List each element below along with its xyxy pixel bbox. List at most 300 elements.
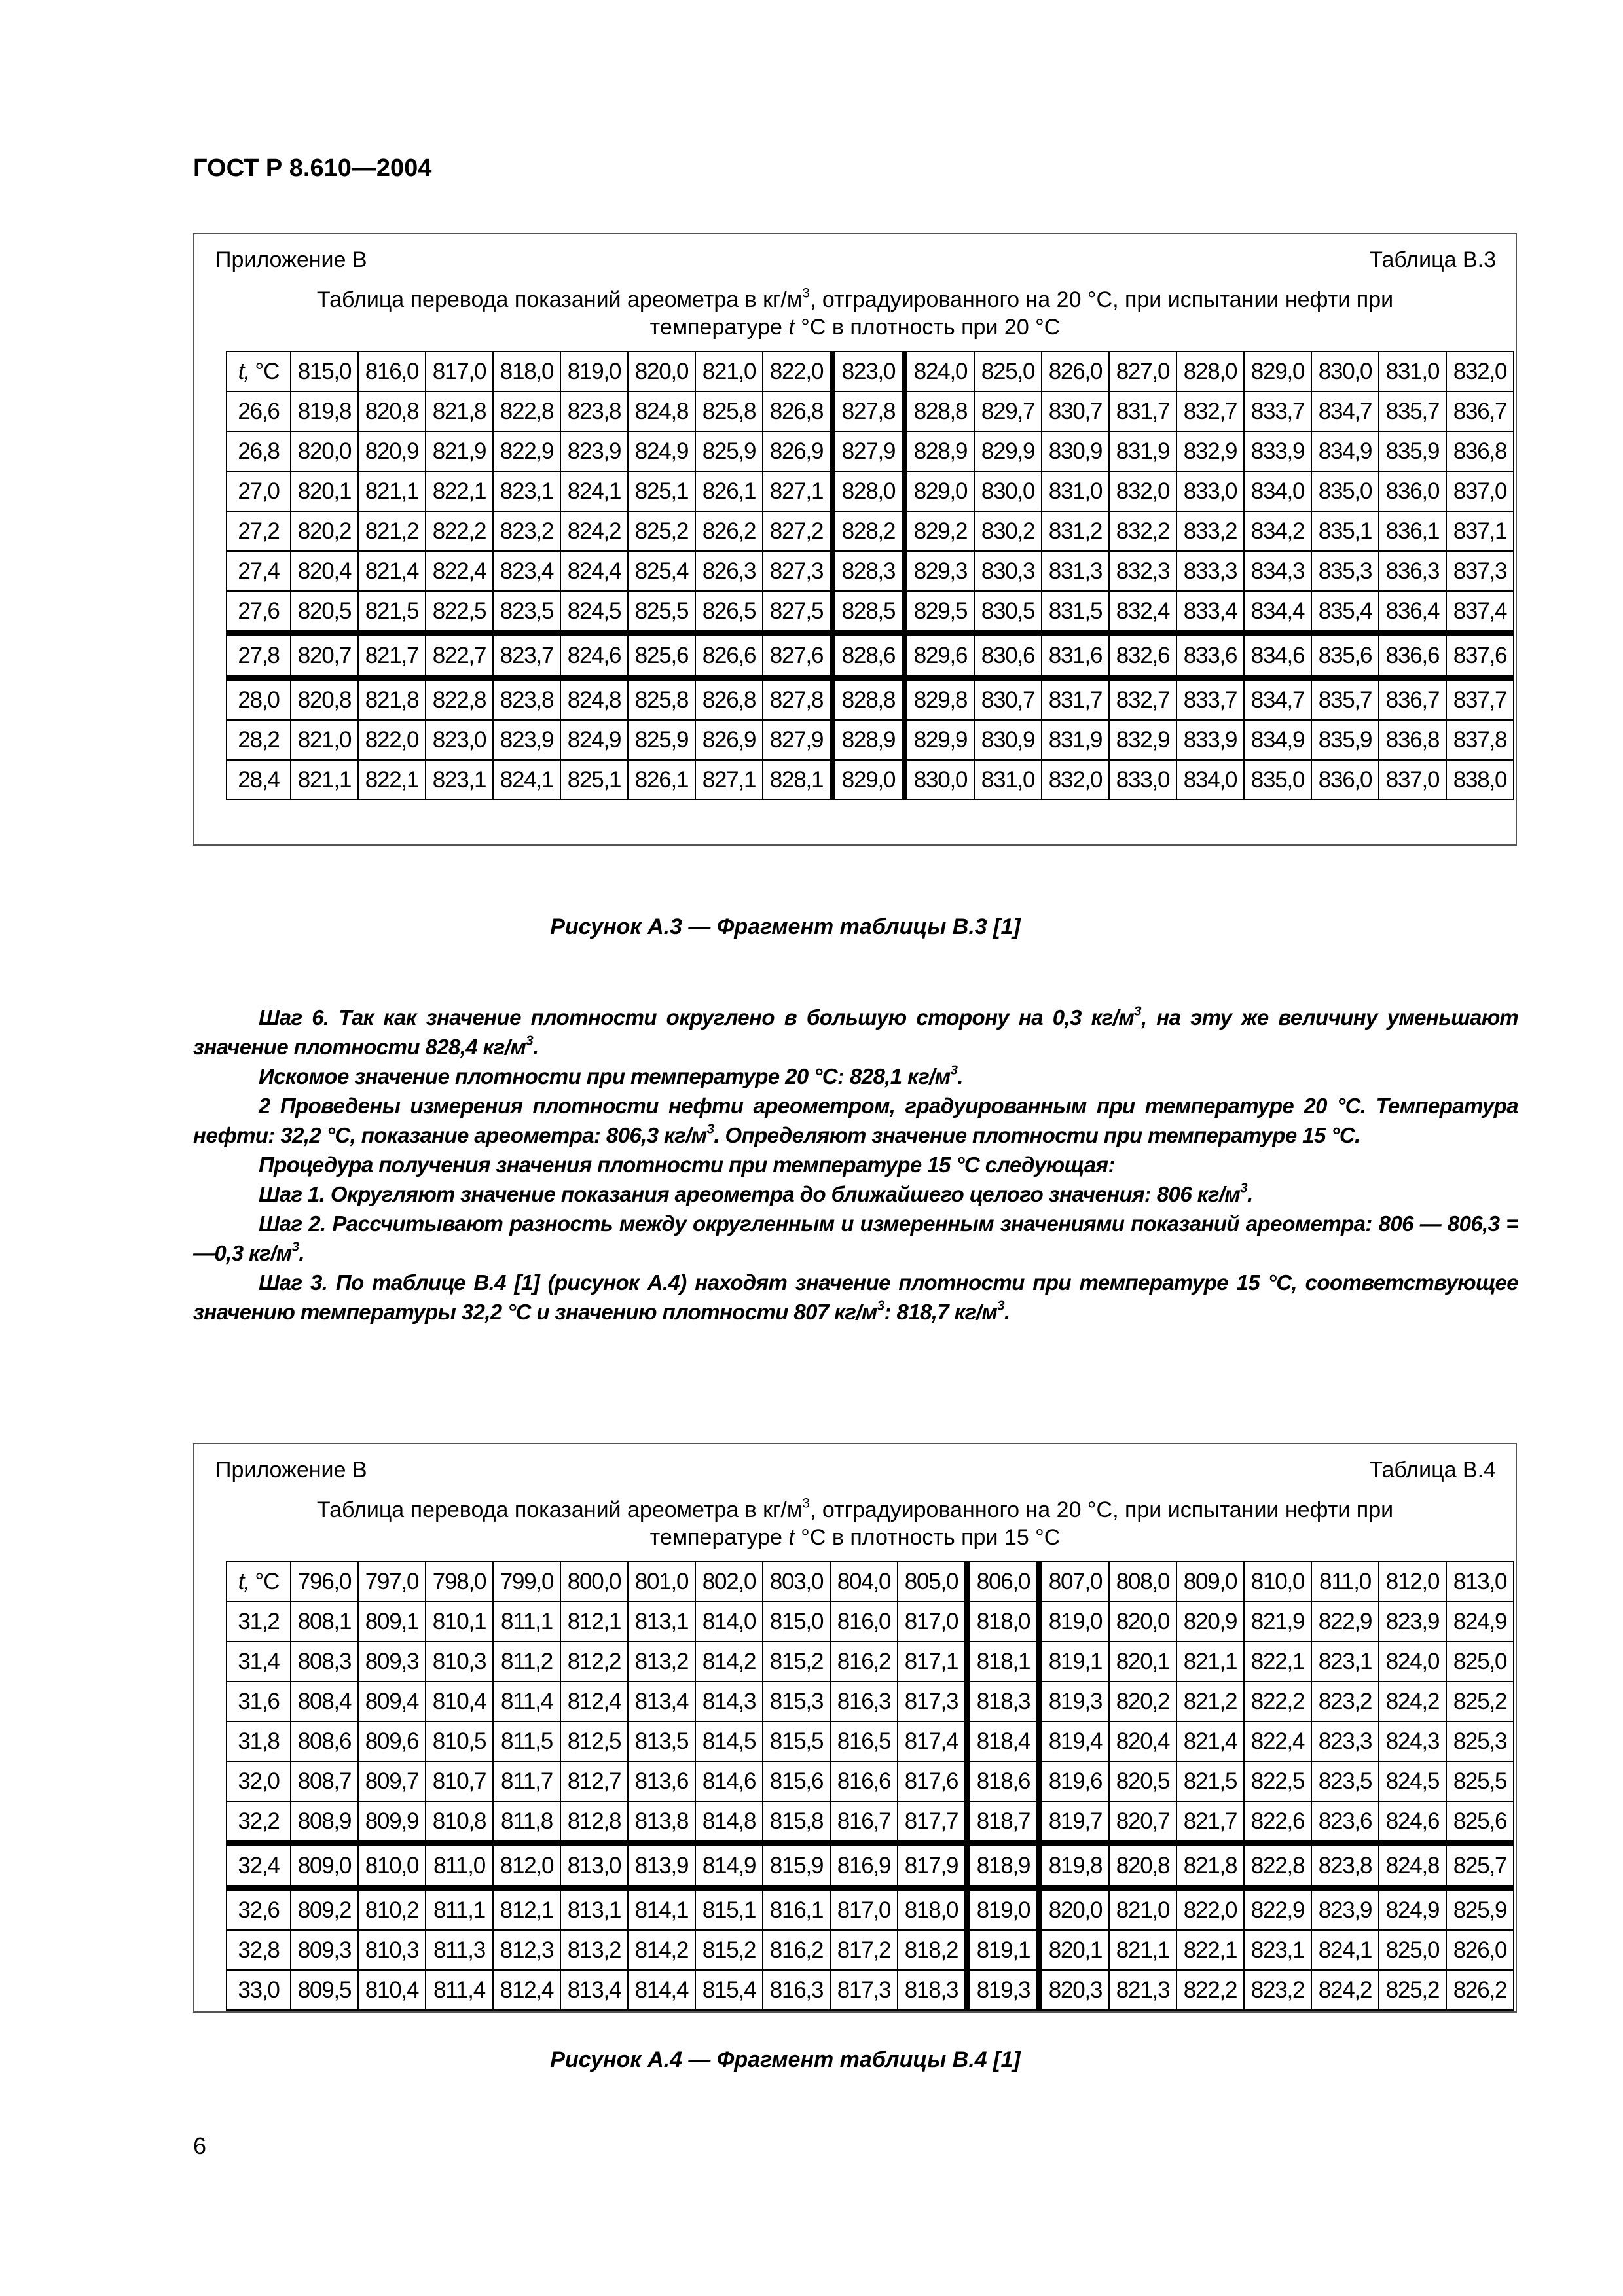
hydrometer-reading-header-cell: 796,0	[291, 1562, 358, 1602]
density-cell: 809,2	[291, 1888, 358, 1931]
table-number: Таблица В.3	[1369, 247, 1496, 272]
density-cell: 823,5	[493, 591, 560, 634]
hydrometer-reading-header-cell: 826,0	[1042, 351, 1109, 391]
density-cell: 809,3	[291, 1930, 358, 1970]
hydrometer-reading-header-cell: 807,0	[1040, 1562, 1110, 1602]
temperature-cell: 31,8	[227, 1721, 291, 1761]
hydrometer-reading-header-cell: 829,0	[1244, 351, 1311, 391]
temperature-cell: 28,4	[227, 760, 291, 800]
density-cell: 826,6	[695, 634, 763, 678]
density-cell: 817,2	[830, 1930, 898, 1970]
table-number: Таблица В.4	[1369, 1458, 1496, 1482]
body-paragraph: Искомое значение плотности при температуре 20 °С: 828,1 $кг/м^3$.	[259, 1062, 963, 1088]
density-cell: 827,1	[695, 760, 763, 800]
appendix-label: Приложение В	[215, 1458, 367, 1482]
temperature-header-cell: t, °C	[227, 351, 291, 391]
density-cell: 822,1	[1244, 1641, 1311, 1681]
density-cell: 826,2	[695, 511, 763, 551]
table-row	[227, 391, 1514, 431]
density-cell: 821,9	[426, 431, 493, 471]
density-cell: 814,8	[695, 1801, 763, 1844]
density-cell: 826,1	[628, 760, 695, 800]
density-cell: 831,3	[1042, 551, 1109, 591]
density-cell: 814,0	[695, 1602, 763, 1641]
density-cell: 811,2	[493, 1641, 560, 1681]
density-cell: 836,8	[1379, 720, 1446, 760]
density-cell: 829,2	[905, 511, 975, 551]
density-cell: 822,4	[1244, 1721, 1311, 1761]
density-cell: 822,9	[1311, 1602, 1379, 1641]
density-cell: 826,8	[763, 391, 833, 431]
density-cell: 823,7	[493, 634, 560, 678]
density-cell: 816,2	[830, 1641, 898, 1681]
density-cell: 824,9	[1446, 1602, 1514, 1641]
density-cell: 823,8	[560, 391, 628, 431]
density-cell: 835,9	[1379, 431, 1446, 471]
density-cell: 823,8	[493, 678, 560, 721]
table-row	[227, 1801, 1514, 1844]
hydrometer-reading-header-cell: 821,0	[695, 351, 763, 391]
density-cell: 822,1	[426, 471, 493, 511]
density-cell: 832,7	[1176, 391, 1244, 431]
density-cell: 820,9	[358, 431, 426, 471]
density-cell: 821,7	[1176, 1801, 1244, 1844]
density-cell: 825,3	[1446, 1721, 1514, 1761]
density-cell: 825,2	[1379, 1970, 1446, 2010]
temperature-cell: 32,8	[227, 1930, 291, 1970]
body-paragraph: Процедура получения значения плотности при температуре 15 °С следующая:	[259, 1153, 1115, 1177]
temperature-cell: 31,4	[227, 1641, 291, 1681]
density-cell: 820,0	[291, 431, 358, 471]
density-cell: 827,8	[763, 678, 833, 721]
density-cell: 824,1	[1311, 1930, 1379, 1970]
density-cell: 823,3	[1311, 1721, 1379, 1761]
density-cell: 810,8	[426, 1801, 493, 1844]
density-cell: 834,3	[1244, 551, 1311, 591]
density-cell: 830,7	[974, 678, 1042, 721]
density-cell: 823,9	[560, 431, 628, 471]
density-cell: 819,0	[968, 1888, 1040, 1931]
density-cell: 811,7	[493, 1761, 560, 1801]
density-cell: 816,2	[763, 1930, 830, 1970]
density-cell: 836,4	[1379, 591, 1446, 634]
density-cell: 817,3	[898, 1681, 968, 1721]
density-cell: 818,3	[968, 1681, 1040, 1721]
density-cell: 820,8	[358, 391, 426, 431]
density-cell: 835,7	[1311, 678, 1379, 721]
density-cell: 819,7	[1040, 1801, 1110, 1844]
density-cell: 830,5	[974, 591, 1042, 634]
density-cell: 823,1	[1311, 1641, 1379, 1681]
italic-symbol: t	[788, 1525, 795, 1550]
hydrometer-reading-header-cell: 800,0	[560, 1562, 628, 1602]
table-header-row	[227, 1562, 1514, 1602]
density-cell: 828,8	[833, 678, 905, 721]
density-cell: 810,2	[358, 1888, 426, 1931]
density-cell: 822,8	[426, 678, 493, 721]
density-cell: 831,0	[974, 760, 1042, 800]
density-cell: 829,7	[974, 391, 1042, 431]
density-cell: 830,9	[974, 720, 1042, 760]
density-cell: 825,2	[1446, 1681, 1514, 1721]
density-cell: 813,0	[560, 1844, 628, 1888]
density-cell: 817,6	[898, 1761, 968, 1801]
density-cell: 820,0	[1040, 1888, 1110, 1931]
density-table-b4	[226, 1561, 1514, 2011]
density-cell: 837,1	[1446, 511, 1514, 551]
density-cell: 810,4	[426, 1681, 493, 1721]
hydrometer-reading-header-cell: 824,0	[905, 351, 975, 391]
density-cell: 812,7	[560, 1761, 628, 1801]
hydrometer-reading-header-cell: 812,0	[1379, 1562, 1446, 1602]
density-cell: 813,1	[628, 1602, 695, 1641]
density-cell: 812,2	[560, 1641, 628, 1681]
density-cell: 814,1	[628, 1888, 695, 1931]
density-cell: 814,9	[695, 1844, 763, 1888]
density-cell: 835,1	[1311, 511, 1379, 551]
density-cell: 820,5	[291, 591, 358, 634]
figure-caption-a4: Рисунок А.4 — Фрагмент таблицы В.4 [1]	[550, 2047, 1021, 2072]
density-cell: 833,9	[1244, 431, 1311, 471]
temperature-cell: 28,2	[227, 720, 291, 760]
density-cell: 812,4	[493, 1970, 560, 2010]
density-cell: 818,4	[968, 1721, 1040, 1761]
density-cell: 828,9	[905, 431, 975, 471]
density-cell: 813,6	[628, 1761, 695, 1801]
density-cell: 837,7	[1446, 678, 1514, 721]
density-cell: 808,3	[291, 1641, 358, 1681]
density-cell: 831,6	[1042, 634, 1109, 678]
density-cell: 811,1	[493, 1602, 560, 1641]
body-text	[193, 1003, 1518, 1327]
density-cell: 836,7	[1379, 678, 1446, 721]
density-cell: 819,8	[291, 391, 358, 431]
density-cell: 808,7	[291, 1761, 358, 1801]
hydrometer-reading-header-cell: 804,0	[830, 1562, 898, 1602]
density-cell: 811,4	[426, 1970, 493, 2010]
temperature-cell: 26,6	[227, 391, 291, 431]
density-cell: 824,4	[560, 551, 628, 591]
density-cell: 835,4	[1311, 591, 1379, 634]
density-cell: 825,8	[628, 678, 695, 721]
density-cell: 827,9	[763, 720, 833, 760]
density-cell: 825,9	[628, 720, 695, 760]
density-cell: 821,7	[358, 634, 426, 678]
density-cell: 823,1	[493, 471, 560, 511]
density-cell: 817,3	[830, 1970, 898, 2010]
density-cell: 815,1	[695, 1888, 763, 1931]
hydrometer-reading-header-cell: 832,0	[1446, 351, 1514, 391]
table-header-row	[227, 351, 1514, 391]
density-cell: 822,1	[1176, 1930, 1244, 1970]
density-cell: 825,8	[695, 391, 763, 431]
density-cell: 827,1	[763, 471, 833, 511]
density-cell: 821,8	[1176, 1844, 1244, 1888]
density-cell: 834,9	[1311, 431, 1379, 471]
density-cell: 814,4	[628, 1970, 695, 2010]
hydrometer-reading-header-cell: 827,0	[1109, 351, 1176, 391]
density-cell: 825,1	[560, 760, 628, 800]
hydrometer-reading-header-cell: 801,0	[628, 1562, 695, 1602]
density-cell: 823,2	[1311, 1681, 1379, 1721]
density-cell: 815,2	[695, 1930, 763, 1970]
table-row	[227, 720, 1514, 760]
density-cell: 819,0	[1040, 1602, 1110, 1641]
density-cell: 816,5	[830, 1721, 898, 1761]
density-cell: 812,0	[493, 1844, 560, 1888]
density-cell: 810,0	[358, 1844, 426, 1888]
density-cell: 812,1	[493, 1888, 560, 1931]
density-cell: 828,6	[833, 634, 905, 678]
density-cell: 833,2	[1176, 511, 1244, 551]
hydrometer-reading-header-cell: 831,0	[1379, 351, 1446, 391]
density-cell: 823,9	[1311, 1888, 1379, 1931]
density-cell: 819,1	[968, 1930, 1040, 1970]
density-cell: 813,8	[628, 1801, 695, 1844]
density-cell: 835,7	[1379, 391, 1446, 431]
density-cell: 820,2	[291, 511, 358, 551]
temperature-cell: 28,0	[227, 678, 291, 721]
density-cell: 815,5	[763, 1721, 830, 1761]
density-cell: 831,9	[1042, 720, 1109, 760]
density-cell: 823,1	[1244, 1930, 1311, 1970]
hydrometer-reading-header-cell: 816,0	[358, 351, 426, 391]
table-row	[227, 678, 1514, 721]
density-cell: 825,9	[695, 431, 763, 471]
density-cell: 822,5	[1244, 1761, 1311, 1801]
density-table-b3	[226, 351, 1514, 800]
density-cell: 827,2	[763, 511, 833, 551]
density-cell: 826,3	[695, 551, 763, 591]
temperature-cell: 27,0	[227, 471, 291, 511]
density-cell: 835,9	[1311, 720, 1379, 760]
density-cell: 832,9	[1109, 720, 1176, 760]
density-cell: 833,9	[1176, 720, 1244, 760]
density-cell: 814,2	[695, 1641, 763, 1681]
density-cell: 824,8	[560, 678, 628, 721]
density-cell: 824,8	[628, 391, 695, 431]
density-cell: 818,0	[968, 1602, 1040, 1641]
density-cell: 809,1	[358, 1602, 426, 1641]
density-cell: 821,2	[358, 511, 426, 551]
density-cell: 834,0	[1244, 471, 1311, 511]
density-cell: 834,0	[1176, 760, 1244, 800]
density-cell: 811,0	[426, 1844, 493, 1888]
superscript: 3	[1240, 1180, 1248, 1196]
density-cell: 818,0	[898, 1888, 968, 1931]
superscript: 3	[526, 1033, 533, 1049]
body-paragraph: Шаг 3. По таблице В.4 [1] (рисунок А.4) находят значение плотности при температуре 15 °С, соответствующее значению температуры 32,2 °С и значению плотности 807 $кг/м^3$: 818,7 $кг/м^3$.	[193, 1270, 1518, 1324]
density-cell: 834,6	[1244, 634, 1311, 678]
density-cell: 818,2	[898, 1930, 968, 1970]
hydrometer-reading-header-cell: 810,0	[1244, 1562, 1311, 1602]
density-cell: 830,6	[974, 634, 1042, 678]
temperature-cell: 31,6	[227, 1681, 291, 1721]
density-cell: 817,9	[898, 1844, 968, 1888]
density-cell: 820,7	[291, 634, 358, 678]
density-cell: 833,7	[1244, 391, 1311, 431]
density-cell: 821,8	[358, 678, 426, 721]
density-cell: 820,1	[291, 471, 358, 511]
density-cell: 825,5	[1446, 1761, 1514, 1801]
density-cell: 837,4	[1446, 591, 1514, 634]
density-cell: 825,0	[1446, 1641, 1514, 1681]
density-cell: 823,2	[493, 511, 560, 551]
density-cell: 832,6	[1109, 634, 1176, 678]
temperature-cell: 27,4	[227, 551, 291, 591]
density-cell: 824,1	[560, 471, 628, 511]
figure-caption-a3: Рисунок А.3 — Фрагмент таблицы В.3 [1]	[550, 914, 1021, 939]
table-row	[227, 1641, 1514, 1681]
density-cell: 812,3	[493, 1930, 560, 1970]
density-cell: 824,9	[628, 431, 695, 471]
density-cell: 813,2	[628, 1641, 695, 1681]
density-cell: 809,4	[358, 1681, 426, 1721]
density-cell: 815,3	[763, 1681, 830, 1721]
density-cell: 828,2	[833, 511, 905, 551]
density-cell: 811,3	[426, 1930, 493, 1970]
table-row	[227, 591, 1514, 634]
density-cell: 814,6	[695, 1761, 763, 1801]
density-cell: 825,4	[628, 551, 695, 591]
density-cell: 836,7	[1446, 391, 1514, 431]
density-cell: 821,8	[426, 391, 493, 431]
density-cell: 827,5	[763, 591, 833, 634]
temperature-cell: 32,4	[227, 1844, 291, 1888]
density-cell: 818,6	[968, 1761, 1040, 1801]
density-cell: 822,2	[426, 511, 493, 551]
density-cell: 823,2	[1244, 1970, 1311, 2010]
table-row	[227, 760, 1514, 800]
temperature-cell: 32,0	[227, 1761, 291, 1801]
density-cell: 817,0	[830, 1888, 898, 1931]
density-cell: 837,8	[1446, 720, 1514, 760]
density-cell: 822,9	[493, 431, 560, 471]
table-caption-line1: Таблица перевода показаний ареометра в $кг/м^3$, отградуированного на 20 °С, при испытании нефти при	[316, 285, 1394, 312]
density-cell: 824,6	[560, 634, 628, 678]
page-number: 6	[193, 2132, 207, 2159]
density-cell: 816,3	[763, 1970, 830, 2010]
density-cell: 815,6	[763, 1761, 830, 1801]
body-paragraph: Шаг 1. Округляют значение показания ареометра до ближайшего целого значения: 806 $кг/м^3$.	[259, 1180, 1253, 1206]
density-cell: 837,0	[1379, 760, 1446, 800]
hydrometer-reading-header-cell: 803,0	[763, 1562, 830, 1602]
density-cell: 820,1	[1109, 1641, 1176, 1681]
density-cell: 824,0	[1379, 1641, 1446, 1681]
density-cell: 828,9	[833, 720, 905, 760]
density-cell: 821,1	[291, 760, 358, 800]
density-cell: 831,7	[1109, 391, 1176, 431]
density-cell: 835,6	[1311, 634, 1379, 678]
hydrometer-reading-header-cell: 820,0	[628, 351, 695, 391]
density-cell: 820,3	[1040, 1970, 1110, 2010]
hydrometer-reading-header-cell: 806,0	[968, 1562, 1040, 1602]
table-row	[227, 471, 1514, 511]
density-cell: 830,2	[974, 511, 1042, 551]
density-cell: 832,9	[1176, 431, 1244, 471]
density-cell: 833,3	[1176, 551, 1244, 591]
temperature-cell: 33,0	[227, 1970, 291, 2010]
superscript: 3	[802, 285, 810, 301]
density-cell: 818,7	[968, 1801, 1040, 1844]
density-cell: 829,0	[905, 471, 975, 511]
density-cell: 823,4	[493, 551, 560, 591]
hydrometer-reading-header-cell: 822,0	[763, 351, 833, 391]
density-cell: 822,0	[1176, 1888, 1244, 1931]
density-cell: 821,0	[291, 720, 358, 760]
density-cell: 809,7	[358, 1761, 426, 1801]
density-cell: 823,6	[1311, 1801, 1379, 1844]
density-cell: 820,2	[1109, 1681, 1176, 1721]
table-caption-line2: температуре t °С в плотность при 15 °С	[649, 1525, 1061, 1550]
density-cell: 822,7	[426, 634, 493, 678]
body-paragraph: Шаг 2. Рассчитывают разность между округленным и измеренным значениями показаний ареометра: 806 — 806,3 = —0,3 $кг/м^3$.	[193, 1211, 1518, 1265]
density-cell: 818,1	[968, 1641, 1040, 1681]
hydrometer-reading-header-cell: 819,0	[560, 351, 628, 391]
temperature-header-cell: t, °C	[227, 1562, 291, 1602]
density-cell: 822,1	[358, 760, 426, 800]
density-cell: 830,9	[1042, 431, 1109, 471]
density-cell: 809,3	[358, 1641, 426, 1681]
density-cell: 820,8	[291, 678, 358, 721]
density-cell: 834,4	[1244, 591, 1311, 634]
density-cell: 821,0	[1109, 1888, 1176, 1931]
density-cell: 829,0	[833, 760, 905, 800]
density-cell: 816,1	[763, 1888, 830, 1931]
temperature-cell: 31,2	[227, 1602, 291, 1641]
density-cell: 829,3	[905, 551, 975, 591]
density-cell: 821,1	[358, 471, 426, 511]
hydrometer-reading-header-cell: 815,0	[291, 351, 358, 391]
hydrometer-reading-header-cell: 798,0	[426, 1562, 493, 1602]
density-cell: 826,0	[1446, 1930, 1514, 1970]
density-cell: 827,8	[833, 391, 905, 431]
density-cell: 820,7	[1109, 1801, 1176, 1844]
superscript: 3	[950, 1062, 958, 1078]
density-cell: 808,9	[291, 1801, 358, 1844]
density-cell: 817,0	[898, 1602, 968, 1641]
density-cell: 808,1	[291, 1602, 358, 1641]
density-cell: 813,2	[560, 1930, 628, 1970]
density-cell: 820,4	[291, 551, 358, 591]
density-cell: 823,0	[426, 720, 493, 760]
density-cell: 815,9	[763, 1844, 830, 1888]
density-cell: 829,6	[905, 634, 975, 678]
density-cell: 820,9	[1176, 1602, 1244, 1641]
superscript: 3	[997, 1298, 1004, 1314]
density-cell: 819,6	[1040, 1761, 1110, 1801]
density-cell: 826,1	[695, 471, 763, 511]
density-cell: 816,7	[830, 1801, 898, 1844]
density-cell: 824,9	[1379, 1888, 1446, 1931]
density-cell: 816,3	[830, 1681, 898, 1721]
density-cell: 825,6	[1446, 1801, 1514, 1844]
table-row	[227, 1844, 1514, 1888]
density-cell: 821,1	[1176, 1641, 1244, 1681]
hydrometer-reading-header-cell: 799,0	[493, 1562, 560, 1602]
density-cell: 827,3	[763, 551, 833, 591]
density-cell: 823,8	[1311, 1844, 1379, 1888]
density-cell: 834,9	[1244, 720, 1311, 760]
density-cell: 822,2	[1176, 1970, 1244, 2010]
density-cell: 831,0	[1042, 471, 1109, 511]
density-cell: 830,3	[974, 551, 1042, 591]
superscript: 3	[802, 1496, 810, 1511]
density-cell: 837,3	[1446, 551, 1514, 591]
hydrometer-reading-header-cell: 811,0	[1311, 1562, 1379, 1602]
density-cell: 820,4	[1109, 1721, 1176, 1761]
density-cell: 832,3	[1109, 551, 1176, 591]
